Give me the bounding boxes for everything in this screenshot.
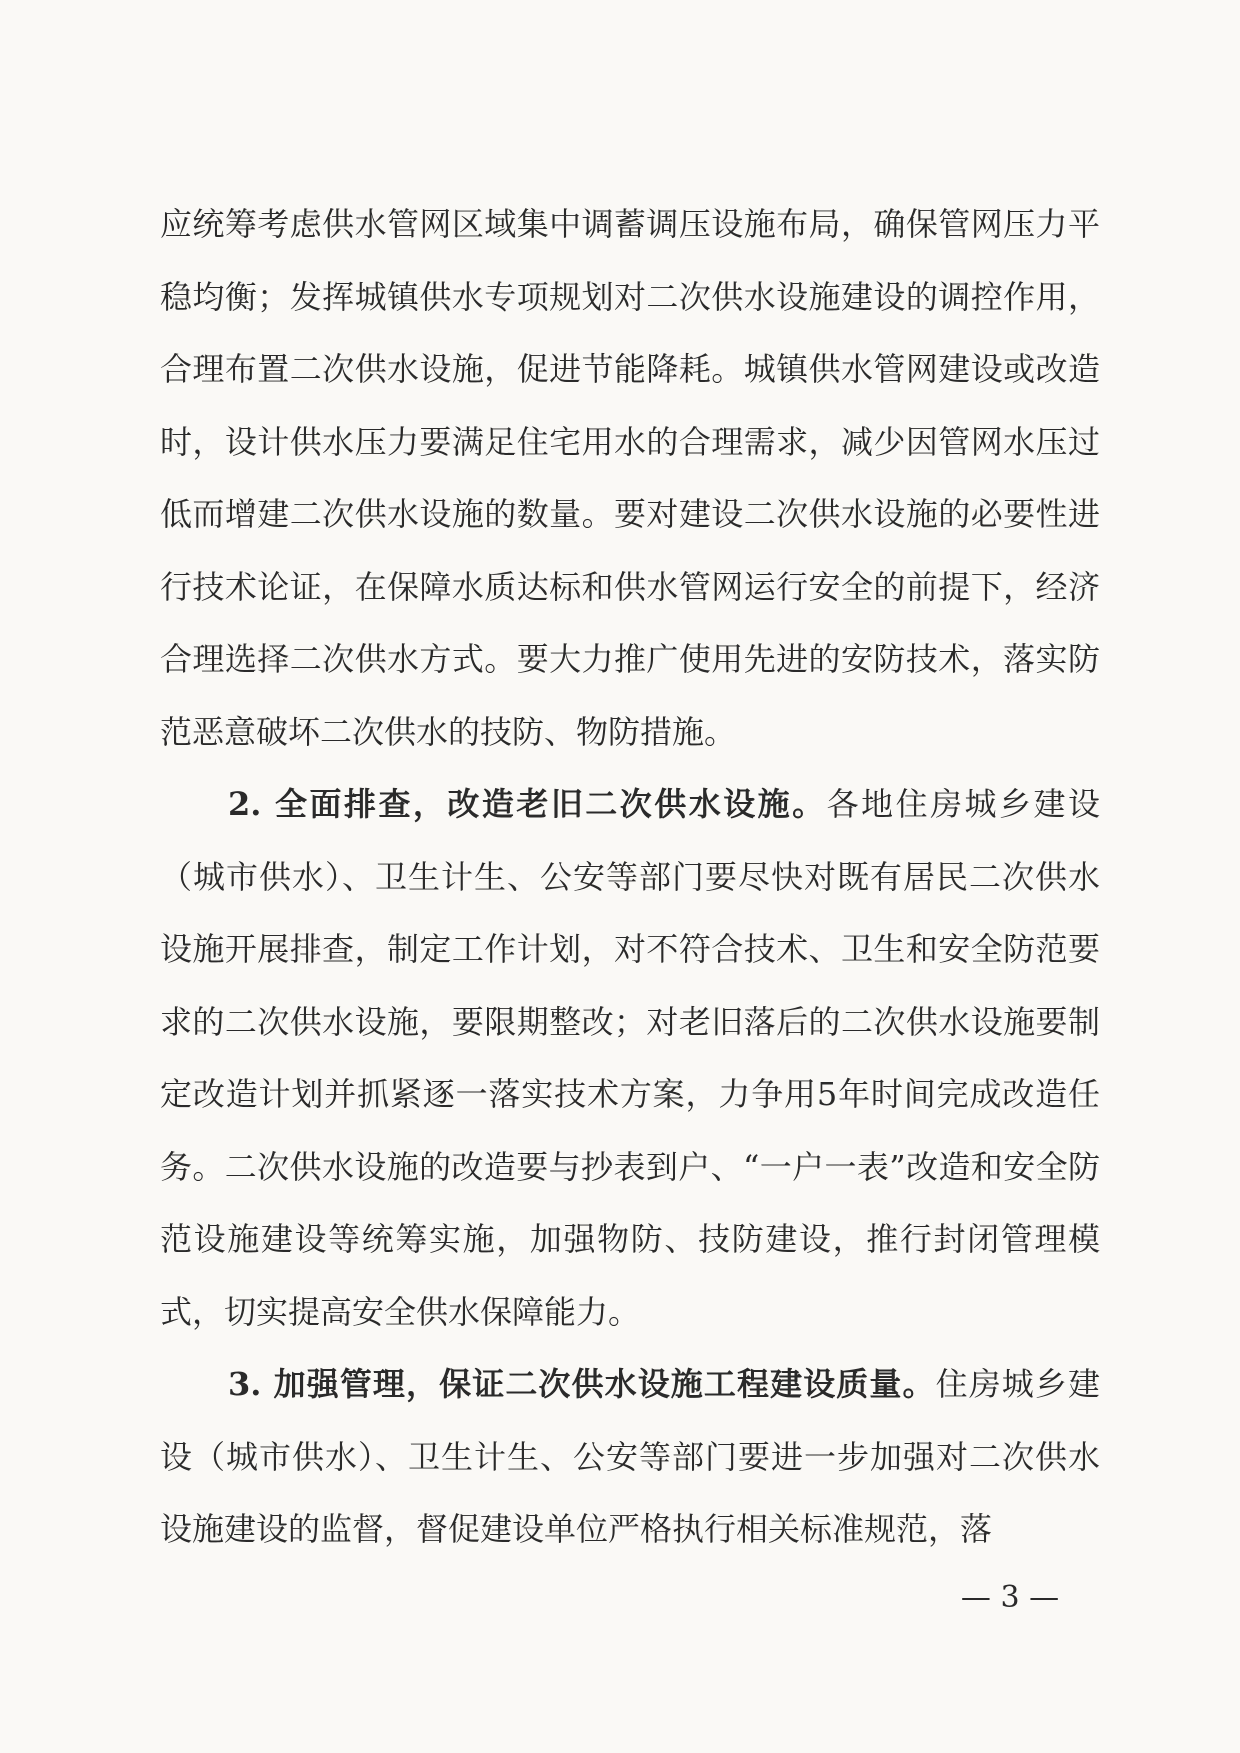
document-body: [160, 188, 1100, 1566]
paragraph-text: 各地住房城乡建设（城市供水）、卫生计生、公安等部门要尽快对既有居民二次供水设施开展排查，制定工作计划，对不符合技术、卫生和安全防范要求的二次供水设施，要限期整改；对老旧落后的二次供水设施要制定改造计划并抓紧逐一落实技术方案，力争用5年时间完成改造任务。二次供水设施的改造要与抄表到户、“一户一表”改造和安全防范设施建设等统筹实施，加强物防、技防建设，推行封闭管理模式，切实提高安全供水保障能力。: [160, 785, 1100, 1331]
section-heading: 2. 全面排查，改造老旧二次供水设施。: [228, 785, 827, 823]
paragraph-item-3: [160, 1348, 1100, 1566]
paragraph-continuation: [160, 188, 1100, 768]
section-heading: 3. 加强管理，保证二次供水设施工程建设质量。: [228, 1365, 936, 1403]
paragraph-text: 应统筹考虑供水管网区域集中调蓄调压设施布局，确保管网压力平稳均衡；发挥城镇供水专项规划对二次供水设施建设的调控作用，合理布置二次供水设施，促进节能降耗。城镇供水管网建设或改造时，设计供水压力要满足住宅用水的合理需求，减少因管网水压过低而增建二次供水设施的数量。要对建设二次供水设施的必要性进行技术论证，在保障水质达标和供水管网运行安全的前提下，经济合理选择二次供水方式。要大力推广使用先进的安防技术，落实防范恶意破坏二次供水的技防、物防措施。: [160, 205, 1100, 751]
page-number: — 3 —: [960, 1580, 1060, 1615]
paragraph-text: 住房城乡建设（城市供水）、卫生计生、公安等部门要进一步加强对二次供水设施建设的监督，督促建设单位严格执行相关标准规范，落: [160, 1365, 1100, 1548]
paragraph-item-2: [160, 768, 1100, 1348]
